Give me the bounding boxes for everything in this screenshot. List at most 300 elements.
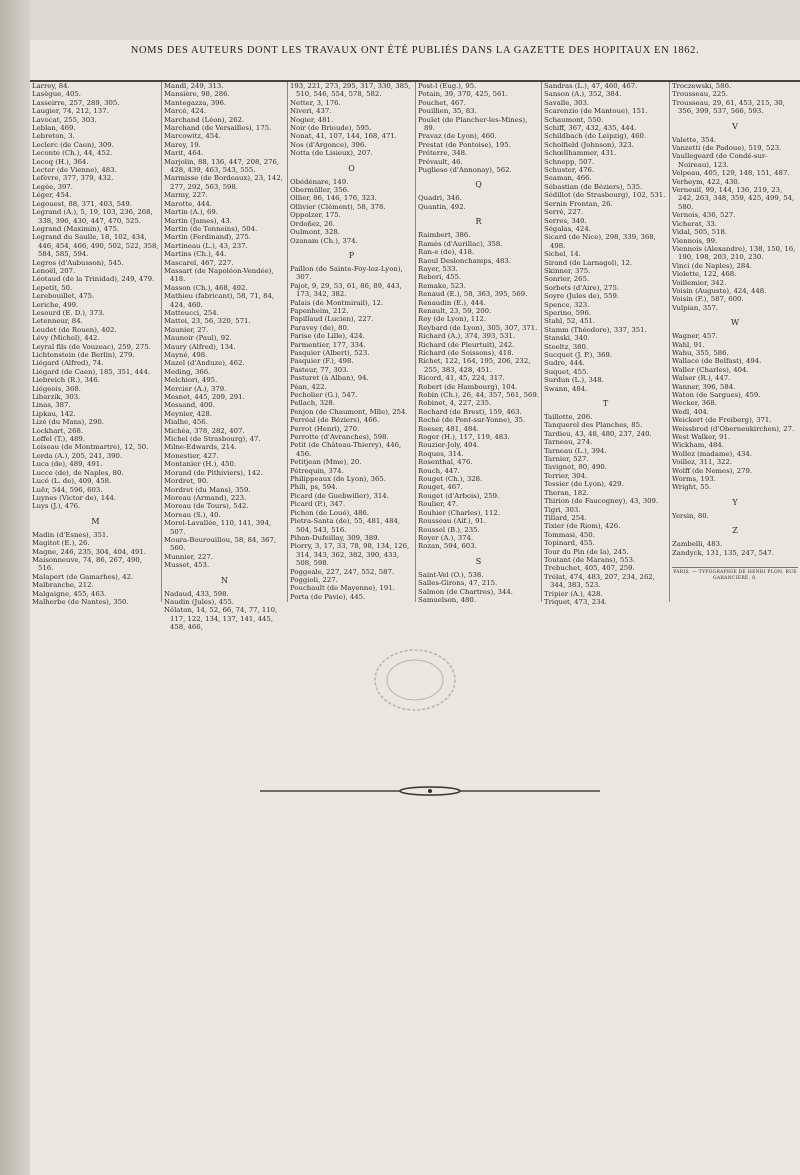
author-entry: Marmisse (de Bordeaux), 23, 142, 277, 292, 563, 598. xyxy=(164,174,283,191)
author-entry: Poggeale, 227, 247, 552, 587. xyxy=(290,567,395,576)
author-entry: Waton (de Sargues), 459. xyxy=(672,391,761,399)
author-entry: Verneuil, 99, 144, 136, 219, 23, 242, 263, 348, 359, 425, 499, 54, 580. xyxy=(672,186,795,211)
author-entry: Lizé (du Mans), 290. xyxy=(32,418,104,427)
author-entry: Schnepp, 507. xyxy=(544,157,595,166)
author-entry: Wollez (madame), 434. xyxy=(672,449,752,458)
author-entry: Leclerc (de Caen), 309. xyxy=(32,140,114,149)
author-entry: Milne-Edwards, 214. xyxy=(164,443,237,452)
author-entry: Topinard, 455. xyxy=(544,539,595,548)
author-entry: Lucce (de), de Naples, 80. xyxy=(32,468,124,477)
author-entry: Legouest, 88, 371, 403, 549. xyxy=(32,199,132,208)
author-entry: Scarenzio (de Mantoue), 151. xyxy=(544,107,648,116)
author-entry: Stamm (Théodore), 337, 351. xyxy=(544,325,647,334)
author-entry: Trousseau, 29, 61, 453, 215, 30, 356, 399, 537, 566, 593. xyxy=(672,98,785,116)
author-entry: Leblan, 469. xyxy=(32,124,76,133)
author-entry: Niveri, 437. xyxy=(290,107,332,116)
author-entry: Robinet, 4, 227, 235. xyxy=(418,399,492,408)
author-entry: Mordret, 90. xyxy=(164,477,209,486)
author-entry: Marjolin, 88, 136, 447, 208, 276, 428, 439, 463, 543, 555. xyxy=(164,157,280,175)
author-entry: Viennois (Alexandre), 138, 150, 16, 190, 198, 203, 210, 230. xyxy=(672,244,796,262)
author-entry: Musset, 453. xyxy=(164,561,210,570)
author-entry: Pouchet, 467. xyxy=(418,98,466,107)
index-column-4 xyxy=(416,82,542,602)
author-entry: Suquet, 455. xyxy=(544,367,589,376)
author-entry: Mayné, 498. xyxy=(164,351,208,359)
author-entry: Roques, 314. xyxy=(418,449,464,458)
author-entry: Savalle, 303. xyxy=(544,98,590,107)
author-entry: Wahu, 355, 586. xyxy=(672,348,729,357)
author-entry: Paillon (de Sainte-Foy-lez-Lyon), 307. xyxy=(290,264,403,282)
author-entry: Netter, 3, 176. xyxy=(290,98,341,107)
author-entry: Reybard (de Lyon), 305, 307, 371. xyxy=(418,323,538,332)
author-entry: Nonat, 41, 107, 144, 168, 471. xyxy=(290,132,397,141)
author-entry: Weissbrod (d'Oberneukirchen), 27. xyxy=(672,424,795,433)
author-entry: Liégard (Alfred), 74. xyxy=(32,359,104,368)
author-entry: Mercier (A.), 379. xyxy=(164,384,227,393)
author-entry: Pietra-Santa (de), 55, 481, 484, 504, 543, 516. xyxy=(290,517,401,534)
author-entry: Mansière, 98, 286. xyxy=(164,90,230,99)
author-entry: Rouzier-Joly, 404. xyxy=(418,441,480,450)
author-entry: Lucé (L. de), 409, 458. xyxy=(32,477,112,486)
author-entry: Morel-Lavallée, 110, 141, 394, 507. xyxy=(164,519,272,536)
author-entry: Lecter (de Vienne), 483. xyxy=(32,166,117,175)
author-entry: Remake, 523. xyxy=(418,281,466,290)
author-entry: Wedl, 404. xyxy=(672,407,709,416)
author-entry: Tillard, 254. xyxy=(544,513,587,522)
author-entry: Walser (R.), 447. xyxy=(672,374,731,383)
author-entry: Prestat (de Pontoise), 195. xyxy=(418,140,511,149)
author-entry: Malherbe (de Nantes), 350. xyxy=(32,597,129,606)
author-entry: Sirand (de Larnagol), 12. xyxy=(544,258,633,267)
author-entry: Stoeltz, 380. xyxy=(544,342,589,351)
author-entry: Richet, 122, 164, 195, 206, 232, 255, 383, 428, 451. xyxy=(418,357,531,374)
author-entry: Mascarel, 467, 227. xyxy=(164,258,234,267)
author-entry: Malbranche, 212. xyxy=(32,581,94,590)
author-entry: Theran, 182. xyxy=(544,488,589,497)
author-entry: Sédillot (de Strasbourg), 102, 531. xyxy=(544,191,666,200)
author-entry: Troczewski, 586. xyxy=(672,82,732,90)
author-entry: Wickham, 484. xyxy=(672,441,725,450)
author-entry: Oulmont, 328. xyxy=(290,228,340,237)
author-entry: Zandyck, 131, 135, 247, 547. xyxy=(672,548,774,557)
index-column-2 xyxy=(162,82,288,632)
author-entry: Schœllhammer, 431. xyxy=(544,149,617,158)
author-entry: Luca (de), 489, 491. xyxy=(32,460,103,469)
author-entry: Samuelson, 480. xyxy=(418,595,476,604)
section-letter: T xyxy=(602,399,609,409)
author-entry: Phili, ps, 594. xyxy=(290,483,338,492)
author-entry: Spence, 323. xyxy=(544,300,590,309)
author-entry: Marotte, 444. xyxy=(164,199,212,208)
author-entry: Roussel (B.), 235. xyxy=(418,525,480,534)
author-entry: Marit, 464. xyxy=(164,149,204,158)
author-entry: Tarneau, 274. xyxy=(544,438,593,447)
author-entry: Piorry, 3, 17, 33, 78, 98, 134, 126, 314, 343, 362, 382, 390, 433, 508, 598. xyxy=(290,542,410,568)
author-entry: Schuster, 476. xyxy=(544,166,595,175)
section-letter: Z xyxy=(732,526,738,536)
author-entry: Tanquerel des Planches, 85. xyxy=(544,421,643,430)
author-entry: Rebori, 455. xyxy=(418,273,462,282)
author-entry: Parise (de Lille), 424. xyxy=(290,332,365,341)
author-entry: Legrand (A.), 5, 19, 103, 236, 268, 338, 396, 430, 447, 470, 525. xyxy=(32,208,153,225)
author-entry: Sorbets (d'Aire), 275. xyxy=(544,283,620,292)
author-entry: Sichel, 14. xyxy=(544,250,581,259)
author-entry: Renault, 23, 59, 200. xyxy=(418,306,492,315)
section-letter: O xyxy=(348,163,355,173)
author-entry: Nogier, 481. xyxy=(290,115,334,124)
author-entry: Perrotte (d'Avranches), 598. xyxy=(290,433,389,442)
author-entry: Matteucci, 254. xyxy=(164,308,219,317)
author-entry: Lasègue, 405. xyxy=(32,90,81,99)
author-entry: Pihan-Dufeillay, 309, 389. xyxy=(290,533,380,542)
author-entry: Legros (d'Aubusson), 545. xyxy=(32,258,124,267)
author-entry: Legrand (Maximin), 475. xyxy=(32,224,120,233)
page-title: NOMS DES AUTEURS DONT LES TRAVAUX ONT ÉTÉ PUBLIÉS DANS LA GAZETTE DES HOPITAUX EN 1862. xyxy=(130,45,700,56)
author-entry: Mordret (du Mans), 359. xyxy=(164,485,251,494)
author-entry: Meding, 366. xyxy=(164,367,211,376)
author-entry: Scholfield (Johnson), 323. xyxy=(544,140,634,149)
author-entry: Notta (de Lisieux), 207. xyxy=(290,149,373,158)
author-entry: Masson (Ch.), 468, 492. xyxy=(164,283,248,292)
author-entry: Rousseau (Aif.), 91. xyxy=(418,517,487,526)
author-entry: Violette, 122, 468. xyxy=(672,270,737,279)
tail-ornament-icon xyxy=(260,785,600,797)
author-entry: Pellach, 328. xyxy=(290,399,335,408)
author-entry: Papenheim, 212. xyxy=(290,306,349,315)
author-entry: Triquet, 473, 234. xyxy=(544,597,608,606)
author-entry: Viennois, 99. xyxy=(672,236,718,245)
author-entry: Sucquet (J. P.), 369. xyxy=(544,351,613,359)
author-entry: Papillaud (Lucien), 227. xyxy=(290,315,374,324)
author-entry: Roulier, 47. xyxy=(418,500,459,509)
author-entry: Martins (Ch.), 44. xyxy=(164,250,227,259)
author-entry: Pichon (de Loué), 486. xyxy=(290,508,369,517)
author-entry: Marchand (de Versailles), 175. xyxy=(164,124,272,133)
author-entry: Schildbach (de Leipzig), 460. xyxy=(544,132,647,141)
author-entry: Roger (H.), 117, 119, 483. xyxy=(418,433,510,442)
author-entry: Ozanam (Ch.), 374. xyxy=(290,236,358,245)
author-entry: Lipkau, 142. xyxy=(32,409,76,418)
author-entry: 193, 221, 273, 295, 317, 330, 385, 510, 546, 554, 578, 582. xyxy=(290,82,411,99)
author-entry: Maunier, 27. xyxy=(164,325,209,334)
author-entry: Munnier, 227. xyxy=(164,552,213,561)
author-entry: Surdun (L.), 348. xyxy=(544,376,604,385)
author-entry: Parmentier, 177, 334. xyxy=(290,340,366,349)
author-entry: Marey, 19. xyxy=(164,140,201,149)
binding-edge xyxy=(0,0,30,1175)
author-entry: Philippeaux (de Lyon), 365. xyxy=(290,475,386,484)
author-entry: Mialhe, 456. xyxy=(164,418,208,427)
author-entry: Pétrequin, 374. xyxy=(290,466,344,475)
author-entry: Rouget (Ch.), 328. xyxy=(418,475,483,484)
author-entry: Palais (de Montmirail), 12. xyxy=(290,298,384,307)
author-entry: Penjon (de Chaumont, Mlle), 254. xyxy=(290,407,408,416)
author-entry: Mandl, 249, 313. xyxy=(164,82,224,90)
author-entry: Royer (A.), 374. xyxy=(418,533,474,542)
author-entry: Lesourd (E. D.), 373. xyxy=(32,308,105,317)
section-letter: M xyxy=(91,516,100,526)
author-entry: Poggioli, 227. xyxy=(290,575,338,584)
author-entry: Loffel (T.), 489. xyxy=(32,435,85,444)
author-entry: Richard (A.), 374, 393, 531. xyxy=(418,332,516,341)
author-entry: Wright, 55. xyxy=(672,483,712,492)
author-entry: Pouchault (de Mayenne), 191. xyxy=(290,584,395,593)
author-entry: Paravey (de), 80. xyxy=(290,323,350,332)
author-entry: Skinner, 375. xyxy=(544,266,591,275)
author-entry: Michéa, 378, 282, 407. xyxy=(164,426,245,435)
author-entry: Noir (de Brioude), 595. xyxy=(290,124,372,133)
author-entry: Lévy (Michel), 442. xyxy=(32,334,100,343)
author-entry: Madin (d'Esnes), 351. xyxy=(32,530,109,539)
author-entry: Tour du Pin (de la), 245. xyxy=(544,547,629,556)
author-entry: Martineau (L.), 43, 237. xyxy=(164,241,248,250)
author-entry: Lockhart, 268. xyxy=(32,426,84,435)
author-entry: Ran-e (de), 418. xyxy=(418,248,475,257)
author-entry: Ordoñez, 26. xyxy=(290,219,335,228)
author-entry: Leyral fils (de Vouzeac), 259, 275. xyxy=(32,342,151,351)
stamp-seal-icon xyxy=(370,645,460,715)
author-entry: Luys (J.), 476. xyxy=(32,502,81,511)
author-entry: Lepetit, 50. xyxy=(32,283,73,292)
author-entry: Waller (Charles), 404. xyxy=(672,365,749,374)
author-entry: Sandras (L.), 47, 460, 467. xyxy=(544,82,638,90)
author-entry: Verheym, 422, 430. xyxy=(672,177,740,186)
author-entry: Pasturet (à Alban), 94. xyxy=(290,374,369,383)
author-entry: Trélat, 474, 483, 207, 234, 262, 344, 383, 523. xyxy=(544,572,655,590)
author-entry: Lebreton, 3. xyxy=(32,132,75,141)
author-entry: Perrot (Henri), 270. xyxy=(290,424,360,433)
author-entry: Laugier, 74, 212, 137. xyxy=(32,107,109,116)
author-entry: Sernin Frontan, 26. xyxy=(544,199,613,208)
author-entry: Wahl, 91. xyxy=(672,340,705,349)
author-entry: Pajot, 9, 29, 53, 61, 86, 89, 443, 173, 342, 382. xyxy=(290,281,402,299)
author-entry: Renaud (E.), 58, 363, 395, 569. xyxy=(418,290,528,299)
author-entry: Rozan, 594, 603. xyxy=(418,542,477,551)
author-entry: Tarneau (L.), 394. xyxy=(544,446,607,455)
author-entry: Yersin, 80. xyxy=(672,511,709,520)
author-entry: Tarnier, 527. xyxy=(544,455,589,464)
author-entry: Pasquier (Albert), 523. xyxy=(290,348,370,357)
author-entry: Wolff (de Nemes), 279. xyxy=(672,466,753,475)
author-entry: Nadaud, 433, 598. xyxy=(164,589,229,598)
author-entry: Mattei, 23, 56, 320, 571. xyxy=(164,317,251,326)
author-entry: Rouhier (Charles), 112. xyxy=(418,508,501,517)
index-column-6 xyxy=(670,82,800,602)
author-entry: Léotaud (de la Trinidad), 249, 479. xyxy=(32,275,155,284)
author-entry: Worms, 193. xyxy=(672,475,716,484)
author-entry: Tardieu, 43, 48, 480, 237, 240. xyxy=(544,429,652,438)
author-entry: Stanski, 340. xyxy=(544,334,590,343)
author-entry: Sudre, 444. xyxy=(544,359,585,368)
author-entry: Ségalas, 424. xyxy=(544,224,591,233)
author-entry: Voisin (F.), 587, 600. xyxy=(672,295,744,304)
author-entry: Marcé, 424. xyxy=(164,107,207,116)
index-column-1 xyxy=(30,82,162,606)
author-entry: Toutant (de Marans), 553. xyxy=(544,555,636,564)
author-entry: Trebuchet, 405, 407, 259. xyxy=(544,564,635,573)
author-entry: Vidal, 505, 518. xyxy=(672,228,728,237)
author-entry: Potain, 39, 370, 425, 561. xyxy=(418,90,508,99)
author-entry: Ollier, 86, 146, 176, 323. xyxy=(290,194,377,203)
section-letter: S xyxy=(475,556,482,566)
printer-imprint: PARIS. — TYPOGRAPHIE DE HENRI PLON, RUE GARANCIÈRE, 8. xyxy=(672,567,798,581)
author-entry: Raimbert, 386. xyxy=(418,231,471,240)
author-entry: Montanier (H.), 450. xyxy=(164,460,237,469)
author-entry: Saint-Vel (O.), 538. xyxy=(418,570,484,579)
author-entry: Stahl, 52, 451. xyxy=(544,317,596,326)
author-entry: Rosenthal, 476. xyxy=(418,458,473,467)
author-entry: Sanson (A.), 352, 384. xyxy=(544,90,622,99)
author-entry: Tavignot, 80, 490. xyxy=(544,463,607,472)
author-entry: Mazel (d'Anduze), 462. xyxy=(164,359,245,368)
author-entry: Nos (d'Argonce), 396. xyxy=(290,140,367,149)
author-entry: Marcowitz, 454. xyxy=(164,132,221,141)
author-entry: Wecker, 368. xyxy=(672,399,717,408)
author-entry: Tixier (de Riom), 426. xyxy=(544,522,621,531)
section-letter: P xyxy=(348,250,355,260)
author-entry: Morand (de Pithiviers), 142. xyxy=(164,468,263,477)
author-entry: Magitot (E.), 26. xyxy=(32,539,90,548)
author-entry: Wanner, 396, 584. xyxy=(672,382,736,391)
author-entry: Naudin (Jules), 455. xyxy=(164,597,234,606)
author-entry: Martin (de Tonneins), 504. xyxy=(164,224,258,233)
author-entry: Vinci (de Naples), 284. xyxy=(672,261,752,270)
author-entry: Péan, 422. xyxy=(290,382,327,391)
author-entry: Obédénare, 149. xyxy=(290,177,349,186)
author-entry: Lenoël, 207. xyxy=(32,266,76,275)
author-entry: Rouch, 447. xyxy=(418,466,460,475)
author-entry: Leriche, 499. xyxy=(32,300,79,309)
index-column-5 xyxy=(542,82,670,606)
author-entry: Tessier (de Lyon), 429. xyxy=(544,480,624,489)
author-entry: Magne, 246, 235, 304, 404, 491. xyxy=(32,547,146,556)
section-letter: N xyxy=(221,575,228,585)
index-column-3 xyxy=(288,82,416,602)
section-letter: Y xyxy=(732,497,738,507)
author-entry: Serré, 227. xyxy=(544,208,584,217)
author-entry: Luynes (Victor de), 144. xyxy=(32,493,117,502)
author-entry: Ollivier (Clément), 58, 378. xyxy=(290,202,386,211)
author-entry: Richard (de Soissons), 418. xyxy=(418,348,514,357)
author-entry: Martin (Ferdinand), 275. xyxy=(164,233,251,242)
author-entry: Rochard (de Brest), 159, 463. xyxy=(418,407,522,416)
author-entry: Picard (P.), 347. xyxy=(290,500,346,509)
author-entry: Pasteur, 77, 303. xyxy=(290,365,349,374)
author-entry: Raoul Deslonchamps, 483. xyxy=(418,256,511,265)
author-entry: Vicherat, 33. xyxy=(672,219,717,228)
author-entry: Mantegazza, 396. xyxy=(164,98,227,107)
author-entry: Liégard (de Caen), 185, 351, 444. xyxy=(32,367,151,376)
section-letter: W xyxy=(730,318,740,328)
gazette-page xyxy=(30,40,800,1175)
author-entry: Leconte (Ch.), 44, 452. xyxy=(32,149,113,158)
author-entry: Robert (de Hambourg), 104. xyxy=(418,382,518,391)
author-entry: Quantin, 492. xyxy=(418,202,466,211)
author-entry: Rey (de Lyon), 112. xyxy=(418,315,487,324)
section-letter: V xyxy=(732,121,738,131)
author-entry: Prévault, 46. xyxy=(418,157,463,166)
author-entry: Rouget, 467. xyxy=(418,483,463,492)
author-entry: Vulpian, 357. xyxy=(672,303,719,312)
author-entry: Velpeau, 405, 129, 148, 151, 487. xyxy=(672,169,790,178)
author-entry: Taillotte, 206. xyxy=(544,413,593,422)
section-letter: Q xyxy=(475,180,482,190)
author-entry: Obermüller, 356. xyxy=(290,186,350,195)
author-entry: Maisonneuve, 74, 86, 267, 490, 516. xyxy=(32,555,142,573)
author-entry: Trousseau, 225. xyxy=(672,90,728,99)
author-entry: Linas, 387. xyxy=(32,401,71,410)
author-entry: Roché (de Pont-sur-Yonne), 35. xyxy=(418,416,526,425)
author-entry: Martin (James), 43. xyxy=(164,216,232,225)
author-entry: Pasquier (F.), 498. xyxy=(290,357,354,366)
author-entry: Oppolzer, 175. xyxy=(290,211,341,220)
author-entry: Thirion (de Faucogney), 43, 309. xyxy=(544,497,659,506)
author-entry: Libarzik, 303. xyxy=(32,393,81,402)
author-entry: Roeser, 481, 484. xyxy=(418,424,479,433)
author-entry: Loiseau (de Montmartre), 12, 50. xyxy=(32,443,149,452)
author-entry: Schaumont, 550. xyxy=(544,115,604,124)
author-entry: Tommasi, 450. xyxy=(544,530,595,539)
author-entry: Léger, 454. xyxy=(32,191,72,200)
author-entry: Richard (de Pleurtuit), 242. xyxy=(418,340,515,349)
author-entry: Letenneur, 84. xyxy=(32,317,83,326)
author-entry: Voillemier, 342. xyxy=(672,278,727,287)
author-entry: Wallace (de Belfast), 494. xyxy=(672,357,762,366)
author-entry: Sébastian (de Béziers), 535. xyxy=(544,182,643,191)
author-entry: Ricord, 41, 45, 224, 317. xyxy=(418,374,505,383)
author-entry: Voisin (Auguste), 424, 448. xyxy=(672,286,767,295)
author-entry: Ramès (d'Aurillac), 358. xyxy=(418,239,503,248)
author-entry: Vanzetti (de Padoue), 519, 523. xyxy=(672,144,782,153)
author-entry: Meynier, 428. xyxy=(164,409,213,418)
author-entry: Vernois, 436, 527. xyxy=(672,211,736,220)
author-entry: Maunoir (Paul), 92. xyxy=(164,334,232,343)
author-entry: Rouget (d'Arbois), 259. xyxy=(418,491,500,500)
author-entry: Terrier, 304. xyxy=(544,471,588,480)
author-entry: Moura-Bourouillou, 58, 84, 367, 560. xyxy=(164,535,277,553)
author-entry: Maury (Alfred), 134. xyxy=(164,342,236,351)
author-entry: Rayer, 533. xyxy=(418,264,458,273)
author-entry: Malapert (de Gamarhes), 42. xyxy=(32,572,134,581)
author-entry: Legrand du Saulle, 18, 102, 434, 446, 454, 466, 490, 502, 522, 358, 584, 585, 594. xyxy=(32,233,159,259)
author-entry: Sonrier, 265. xyxy=(544,275,590,284)
author-entry: Weickert (de Freiberg), 371. xyxy=(672,416,772,425)
author-entry: Salmon (de Chartres), 344. xyxy=(418,587,513,596)
author-entry: Schiff, 367, 432, 435, 444. xyxy=(544,124,637,133)
author-entry: Post-l (Eug.), 95. xyxy=(418,82,477,90)
author-entry: Serres, 340. xyxy=(544,216,587,225)
author-entry: Seaman, 466. xyxy=(544,174,592,183)
author-entry: Perréal (de Béziers), 466. xyxy=(290,416,380,425)
author-entry: Monestier, 427. xyxy=(164,451,219,460)
author-entry: Soyre (Jules de), 559. xyxy=(544,292,620,301)
author-entry: Liégeois, 368. xyxy=(32,384,81,393)
author-entry: Picard (de Guebwiller), 314. xyxy=(290,491,389,500)
author-entry: Martin (A.), 69. xyxy=(164,208,218,217)
author-entry: Messand, 400. xyxy=(164,401,215,410)
author-entry: Moreau (Armand), 223. xyxy=(164,493,247,502)
author-entry: Larrey, 84. xyxy=(32,82,70,90)
author-entry: Lasseirre, 257, 289, 305. xyxy=(32,98,120,107)
author-entry: Moreau (S.), 40. xyxy=(164,510,221,519)
author-entry: Marchand (Léon), 262. xyxy=(164,115,245,124)
author-entry: Pecholier (G.), 547. xyxy=(290,391,358,399)
author-entry: Leudet (de Rouen), 402. xyxy=(32,325,117,334)
author-entry: Marmy, 227. xyxy=(164,191,208,200)
author-entry: Lefèvre, 377, 379, 432. xyxy=(32,174,114,183)
author-entry: Wagner, 457. xyxy=(672,332,718,341)
author-entry: Liebreich (R.), 346. xyxy=(32,376,100,385)
